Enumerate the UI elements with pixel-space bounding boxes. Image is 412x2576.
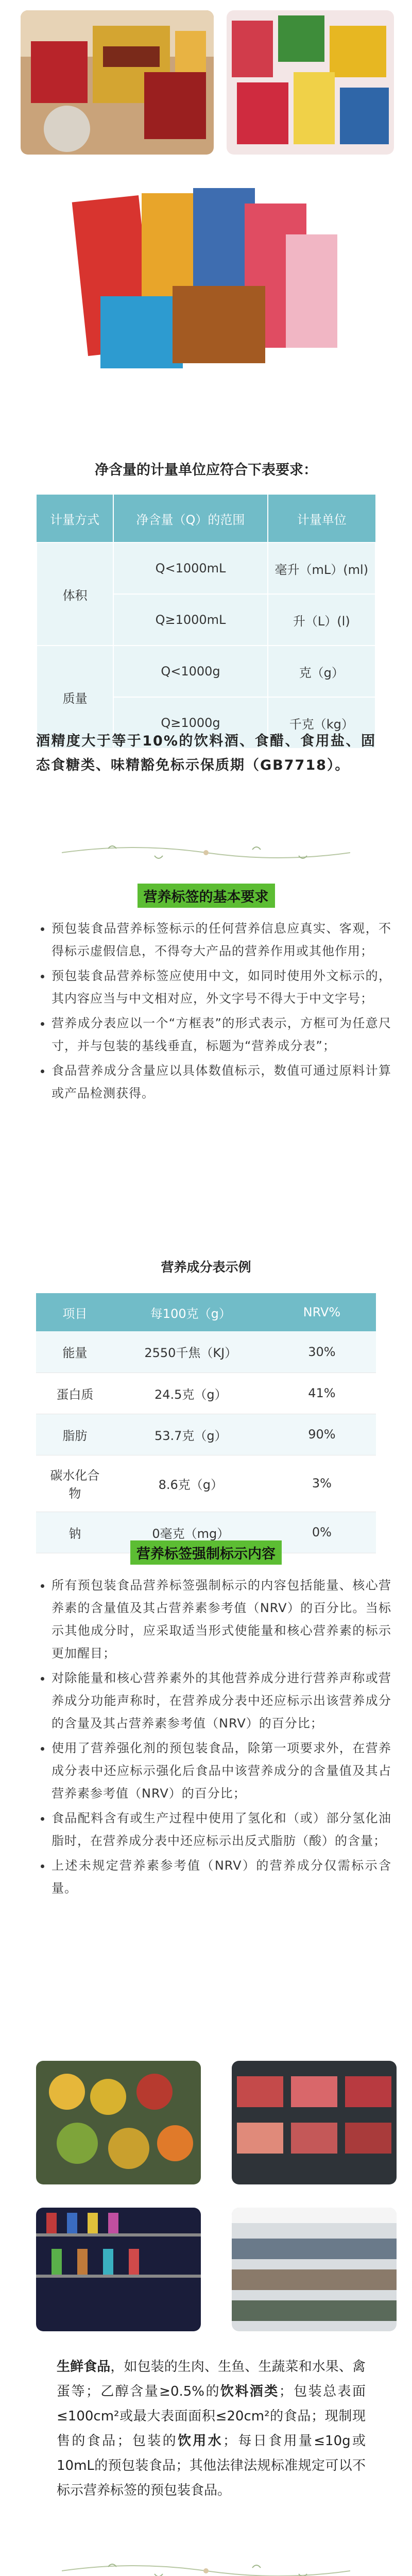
list-item: • 营养成分表应以一个“方框表”的形式表示，方框可为任意尺寸，并与包装的基线垂直，标题为“营养成分表”； xyxy=(52,1012,391,1057)
nutrient-amount: 0毫克（mg） xyxy=(114,1512,268,1553)
nutrient-nrv: 90% xyxy=(268,1414,376,1455)
korean-snacks-photo xyxy=(70,183,345,379)
unit-cell: 克（g） xyxy=(268,646,375,697)
net-content-unit-table xyxy=(36,495,376,749)
col-header-method: 计量方式 xyxy=(37,495,113,543)
nutrient-amount: 24.5克（g） xyxy=(114,1372,268,1414)
nutrient-nrv: 3% xyxy=(268,1455,376,1512)
nutrient-name: 脂肪 xyxy=(36,1414,114,1455)
supermarket-aisle-photo xyxy=(232,2208,397,2331)
snack-boxes-photo xyxy=(21,10,214,155)
vine-divider xyxy=(62,2555,350,2576)
nutrient-name: 能量 xyxy=(36,1331,114,1372)
list-item: • 食品配料含有或生产过程中使用了氢化和（或）部分氢化油脂时，在营养成分表中还应标示出反式脂肪（酸）的含量； xyxy=(52,1807,391,1852)
col-header-item: 项目 xyxy=(36,1293,114,1331)
nutrient-amount: 8.6克（g） xyxy=(114,1455,268,1512)
list-item: • 对除能量和核心营养素外的其他营养成分进行营养声称或营养成分功能声称时，在营养成分表中还应标示出该营养成分的含量及其占营养素参考值（NRV）的百分比； xyxy=(52,1667,391,1735)
nutrition-table-caption: 营养成分表示例 xyxy=(161,1260,251,1275)
exempt-foods-paragraph: 生鲜食品，如包装的生肉、生鱼、生蔬菜和水果、禽蛋等；乙醇含量≥0.5%的饮料酒类；包装总表面≤100cm²或最大表面面积≤20cm²的食品；现制现售的食品；包装的饮用水；每日食用量≤10g或10mL的预包装食品；其他法律法规标准规定可以不标示营养标签的预包装食品。 xyxy=(57,2359,366,2498)
range-cell: Q≥1000g xyxy=(113,697,267,749)
basic-requirements-heading: 营养标签的基本要求 xyxy=(0,884,412,908)
basic-requirements-list xyxy=(36,917,391,1107)
mandatory-content-heading: 营养标签强制标示内容 xyxy=(0,1540,412,1565)
nutrient-nrv: 30% xyxy=(268,1331,376,1372)
nutrient-name: 钠 xyxy=(36,1512,114,1553)
fresh-fruit-photo xyxy=(36,2061,201,2184)
mandatory-content-list xyxy=(36,1574,391,1902)
range-cell: Q<1000mL xyxy=(113,543,267,594)
range-cell: Q≥1000mL xyxy=(113,594,267,646)
vine-divider xyxy=(62,837,350,868)
nutrient-nrv: 41% xyxy=(268,1372,376,1414)
list-item: • 上述未规定营养素参考值（NRV）的营养成分仅需标示含量。 xyxy=(52,1854,391,1900)
list-item: • 预包装食品营养标签标示的任何营养信息应真实、客观，不得标示虚假信息，不得夸大产品的营养作用或其他作用； xyxy=(52,917,391,962)
list-item: • 预包装食品营养标签应使用中文，如同时使用外文标示的，其内容应当与中文相对应，外文字号不得大于中文字号； xyxy=(52,964,391,1010)
nutrition-facts-table xyxy=(36,1293,376,1553)
unit-cell: 千克（kg） xyxy=(268,697,375,749)
col-header-range: 净含量（Q）的范围 xyxy=(113,495,267,543)
list-item: • 所有预包装食品营养标签强制标示的内容包括能量、核心营养素的含量值及其占营养素参考值（NRV）的百分比。当标示其他成分时，应采取适当形式使能量和核心营养素的标示更加醒目； xyxy=(52,1574,391,1665)
range-cell: Q<1000g xyxy=(113,646,267,697)
packaged-snacks-photo xyxy=(227,10,394,155)
fresh-meat-photo xyxy=(232,2061,397,2184)
col-header-per100: 每100克（g） xyxy=(114,1293,268,1331)
nutrient-name: 蛋白质 xyxy=(36,1372,114,1414)
nutrient-amount: 2550千焦（KJ） xyxy=(114,1331,268,1372)
shelf-life-exemption-note: 酒精度大于等于10%的饮料酒、食醋、食用盐、固态食糖类、味精豁免标示保质期（GB7718）。 xyxy=(36,733,376,773)
list-item: • 食品营养成分含量应以具体数值标示，数值可通过原料计算或产品检测获得。 xyxy=(52,1059,391,1105)
col-header-nrv: NRV% xyxy=(268,1293,376,1331)
method-mass: 质量 xyxy=(37,646,113,749)
method-volume: 体积 xyxy=(37,543,113,646)
unit-cell: 毫升（mL）(ml) xyxy=(268,543,375,594)
list-item: • 使用了营养强化剂的预包装食品，除第一项要求外，在营养成分表中还应标示强化后食品中该营养成分的含量值及其占营养素参考值（NRV）的百分比； xyxy=(52,1737,391,1805)
unit-cell: 升（L）(l) xyxy=(268,594,375,646)
nutrient-amount: 53.7克（g） xyxy=(114,1414,268,1455)
nutrient-name: 碳水化合物 xyxy=(36,1455,114,1512)
nutrient-nrv: 0% xyxy=(268,1512,376,1553)
col-header-unit: 计量单位 xyxy=(268,495,375,543)
beverage-shelf-photo xyxy=(36,2208,201,2331)
net-content-caption: 净含量的计量单位应符合下表要求： xyxy=(95,462,317,478)
